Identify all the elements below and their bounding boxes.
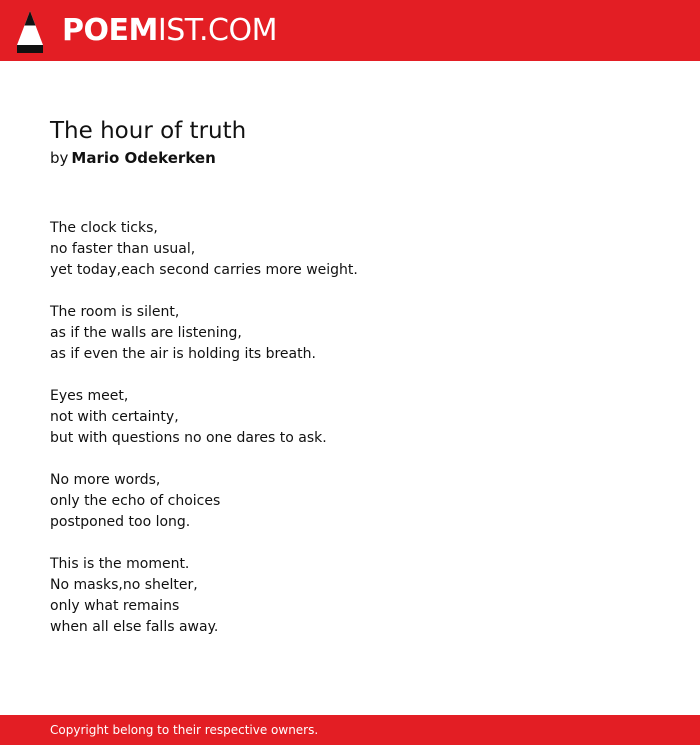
copyright-text: Copyright belong to their respective owners. [50,723,319,737]
logo-wordmark-bold: POEM [62,13,158,48]
logo-wordmark-light: IST.COM [157,13,277,48]
poem-line: Eyes meet, [50,388,129,404]
poem-content [50,116,650,659]
poem-line: no faster than usual, [50,241,196,257]
poem-line: as if the walls are listening, [50,325,242,341]
poem-line: only what remains [50,598,180,614]
site-header [0,0,700,61]
poem-body [50,218,650,638]
site-footer [0,715,700,745]
stanza [50,386,650,449]
poem-line: when all else falls away. [50,619,219,635]
poem-line: The room is silent, [50,304,180,320]
poem-line: yet today,each second carries more weight. [50,262,358,278]
poem-line: only the echo of choices [50,493,221,509]
poem-line: No more words, [50,472,161,488]
stanza [50,470,650,533]
poem-line: The clock ticks, [50,220,158,236]
stanza [50,554,650,638]
poem-line: This is the moment. [50,556,190,572]
poem-title: The hour of truth [50,118,247,144]
poem-line: not with certainty, [50,409,179,425]
stanza [50,218,650,281]
author-name[interactable]: Mario Odekerken [71,149,216,167]
logo-wordmark [62,13,277,48]
poem-line: but with questions no one dares to ask. [50,430,327,446]
poem-line: as if even the air is holding its breath. [50,346,316,362]
poem-line: No masks,no shelter, [50,577,198,593]
by-label: by [50,149,69,167]
stanza [50,302,650,365]
site-logo[interactable] [14,8,277,54]
poem-line: postponed too long. [50,514,191,530]
byline [50,148,650,168]
pencil-tip-icon [14,9,46,53]
